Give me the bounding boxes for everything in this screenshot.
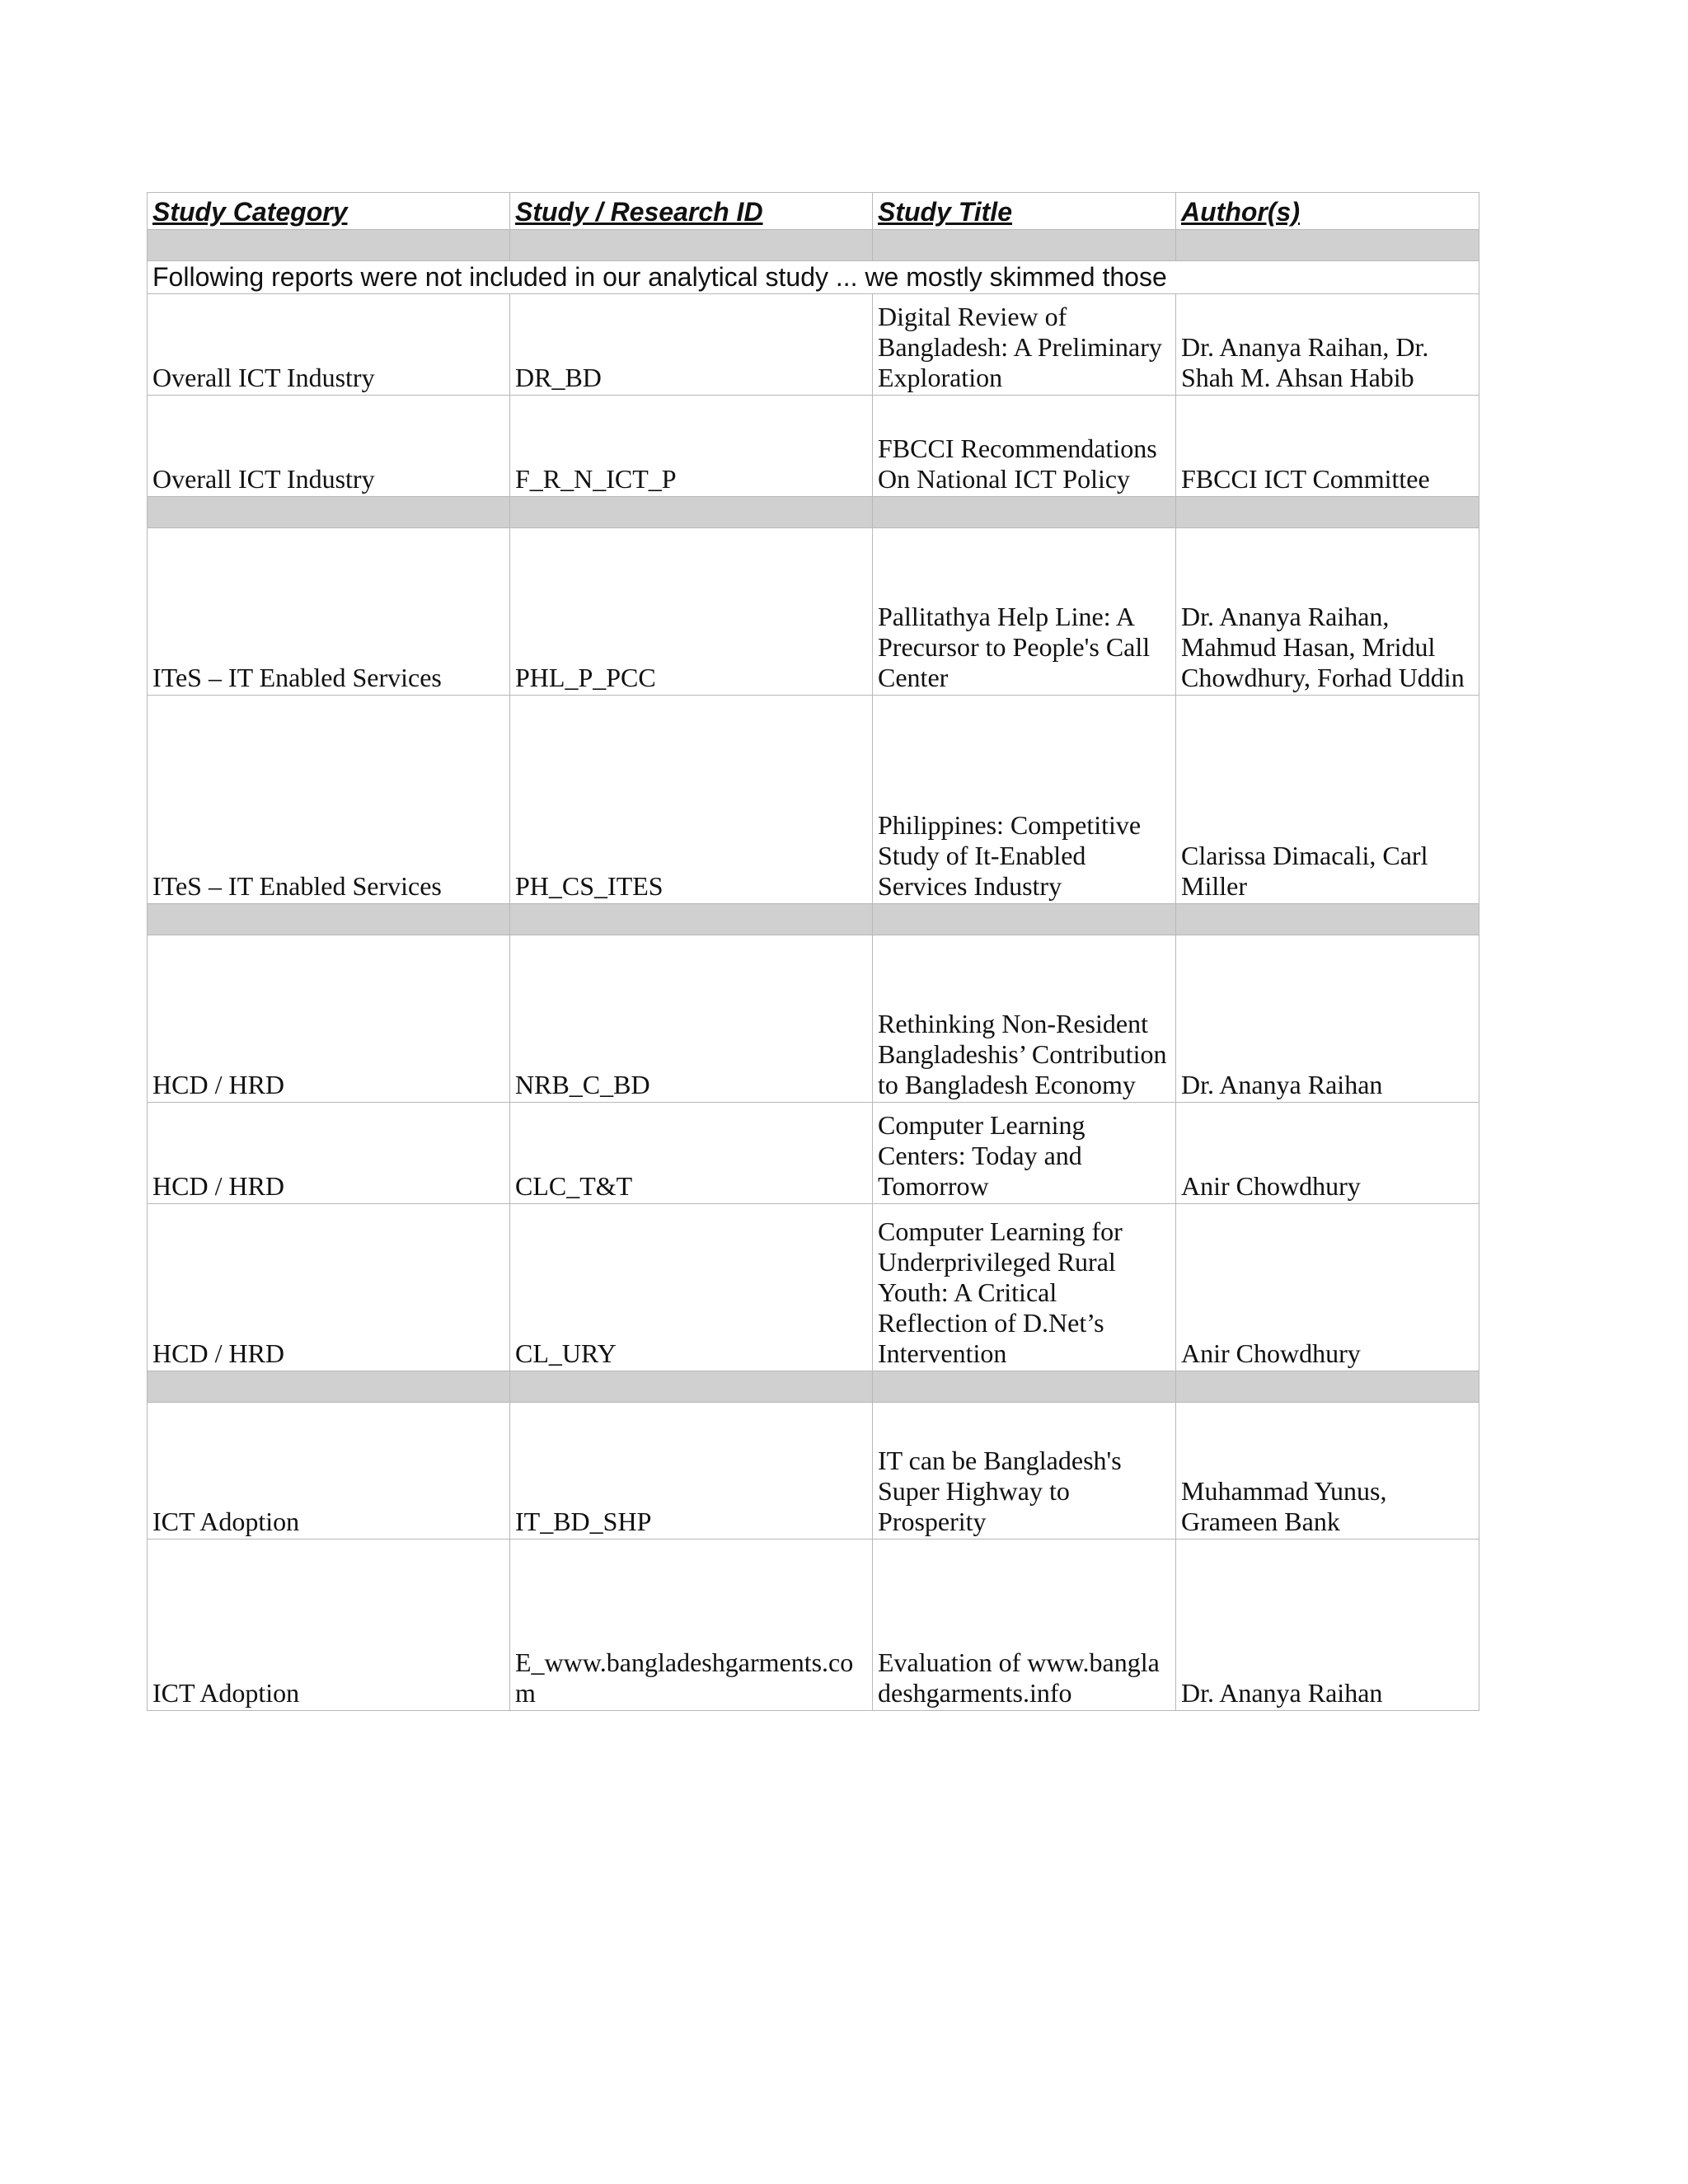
cell-id: CLC_T&T <box>510 1103 873 1204</box>
table-row <box>148 294 1479 396</box>
header-study-category: Study Category <box>148 193 510 230</box>
cell-title: Rethinking Non-Resident Bangladeshis’ Contribution to Bangladesh Economy <box>873 935 1176 1103</box>
cell-id: E_www.bangladeshgarments.com <box>510 1540 873 1711</box>
cell-id: F_R_N_ICT_P <box>510 396 873 497</box>
cell-id: IT_BD_SHP <box>510 1403 873 1540</box>
cell-title: Evaluation of www.bangladeshgarments.info <box>873 1540 1176 1711</box>
header-row <box>148 193 1479 230</box>
cell-category: Overall ICT Industry <box>148 396 510 497</box>
table-row <box>148 1403 1479 1540</box>
header-study-title: Study Title <box>873 193 1176 230</box>
cell-id: PH_CS_ITES <box>510 696 873 904</box>
table-row <box>148 1204 1479 1371</box>
note-row <box>148 261 1479 294</box>
cell-title: FBCCI Recommendations On National ICT Policy <box>873 396 1176 497</box>
study-table <box>147 192 1479 1711</box>
cell-category: HCD / HRD <box>148 1103 510 1204</box>
cell-category: ITeS – IT Enabled Services <box>148 696 510 904</box>
note-text: Following reports were not included in our analytical study ... we mostly skimmed those <box>148 261 1479 294</box>
cell-authors: Anir Chowdhury <box>1176 1204 1479 1371</box>
cell-authors: Dr. Ananya Raihan, Dr. Shah M. Ahsan Habib <box>1176 294 1479 396</box>
table-row <box>148 1540 1479 1711</box>
separator-row <box>148 904 1479 935</box>
cell-category: Overall ICT Industry <box>148 294 510 396</box>
cell-authors: Clarissa Dimacali, Carl Miller <box>1176 696 1479 904</box>
cell-id: NRB_C_BD <box>510 935 873 1103</box>
cell-title: IT can be Bangladesh's Super Highway to Prosperity <box>873 1403 1176 1540</box>
cell-authors: Muhammad Yunus, Grameen Bank <box>1176 1403 1479 1540</box>
cell-title: Philippines: Competitive Study of It-Enabled Services Industry <box>873 696 1176 904</box>
cell-title: Pallitathya Help Line: A Precursor to People's Call Center <box>873 528 1176 696</box>
cell-category: ITeS – IT Enabled Services <box>148 528 510 696</box>
cell-title: Digital Review of Bangladesh: A Preliminary Exploration <box>873 294 1176 396</box>
cell-title: Computer Learning for Underprivileged Rural Youth: A Critical Reflection of D.Net’s Intervention <box>873 1204 1176 1371</box>
separator-row <box>148 497 1479 528</box>
table-row <box>148 528 1479 696</box>
cell-category: ICT Adoption <box>148 1403 510 1540</box>
separator-row <box>148 230 1479 261</box>
study-table-sheet <box>147 192 1479 1711</box>
cell-category: ICT Adoption <box>148 1540 510 1711</box>
table-row <box>148 935 1479 1103</box>
cell-category: HCD / HRD <box>148 935 510 1103</box>
separator-row <box>148 1371 1479 1403</box>
cell-title: Computer Learning Centers: Today and Tomorrow <box>873 1103 1176 1204</box>
cell-authors: Dr. Ananya Raihan <box>1176 935 1479 1103</box>
header-study-research-id: Study / Research ID <box>510 193 873 230</box>
header-authors: Author(s) <box>1176 193 1479 230</box>
cell-id: CL_URY <box>510 1204 873 1371</box>
cell-authors: Dr. Ananya Raihan <box>1176 1540 1479 1711</box>
cell-authors: Dr. Ananya Raihan, Mahmud Hasan, Mridul Chowdhury, Forhad Uddin <box>1176 528 1479 696</box>
cell-id: DR_BD <box>510 294 873 396</box>
cell-authors: FBCCI ICT Committee <box>1176 396 1479 497</box>
table-row <box>148 1103 1479 1204</box>
table-row <box>148 696 1479 904</box>
cell-authors: Anir Chowdhury <box>1176 1103 1479 1204</box>
cell-id: PHL_P_PCC <box>510 528 873 696</box>
cell-category: HCD / HRD <box>148 1204 510 1371</box>
table-row <box>148 396 1479 497</box>
